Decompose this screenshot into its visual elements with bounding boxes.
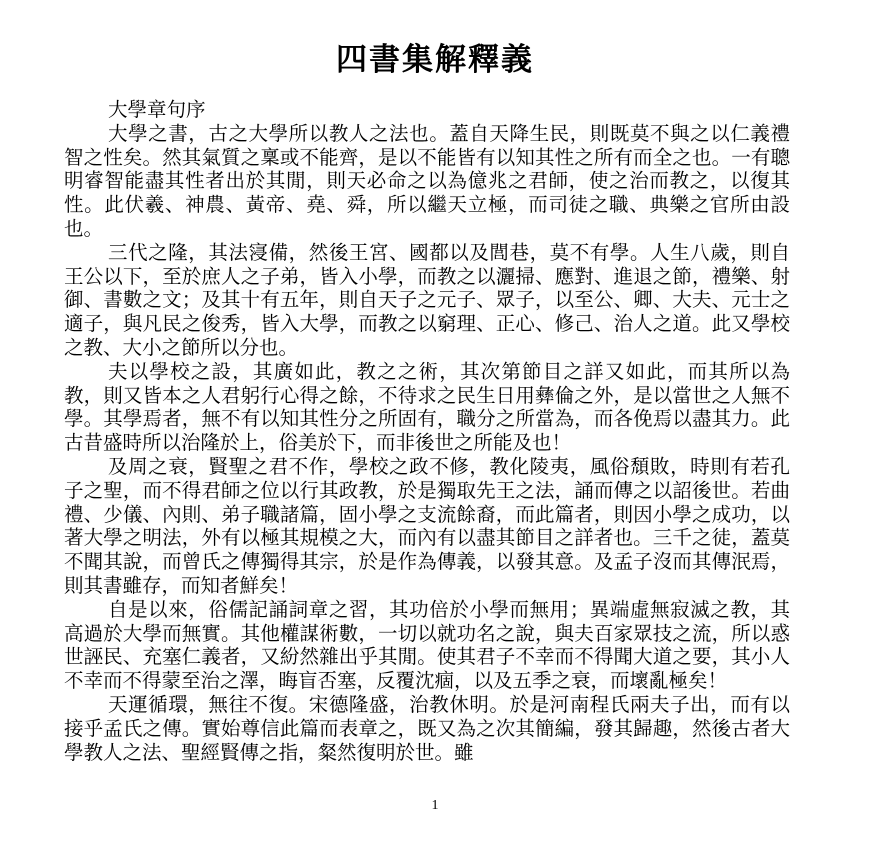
page-number: 1 <box>431 798 439 813</box>
paragraph-2: 三代之隆，其法寖備，然後王宮、國都以及閭巷，莫不有學。人生八歲，則自王公以下，至於庶人之子弟，皆入小學，而教之以灑掃、應對、進退之節，禮樂、射御、書數之文；及其十有五年，則自天子之元子、眾子，以至公、卿、大夫、元士之適子，與凡民之俊秀，皆入大學，而教之以窮理、正心、修己、治人之道。此又學校之教、大小之節所以分也。 <box>64 240 790 359</box>
section-heading: 大學章句序 <box>108 98 206 121</box>
document-title: 四書集解釋義 <box>336 42 534 78</box>
paragraph-4: 及周之衰，賢聖之君不作，學校之政不修，教化陵夷，風俗頹敗，時則有若孔子之聖，而不得君師之位以行其政教，於是獨取先王之法，誦而傳之以詔後世。若曲禮、少儀、內則、弟子職諸篇，固小學之支流餘裔，而此篇者，則因小學之成功，以著大學之明法，外有以極其規模之大，而內有以盡其節目之詳者也。三千之徒，蓋莫不聞其說，而曾氏之傳獨得其宗，於是作為傳義，以發其意。及孟子沒而其傳泯焉，則其書雖存，而知者鮮矣！ <box>64 454 790 597</box>
paragraph-3: 夫以學校之設，其廣如此，教之之術，其次第節目之詳又如此，而其所以為教，則又皆本之人君躬行心得之餘，不待求之民生日用彝倫之外，是以當世之人無不學。其學焉者，無不有以知其性分之所固有，職分之所當為，而各俛焉以盡其力。此古昔盛時所以治隆於上，俗美於下，而非後世之所能及也！ <box>64 359 790 455</box>
paragraph-6: 天運循環，無往不復。宋德隆盛，治教休明。於是河南程氏兩夫子出，而有以接乎孟氏之傳。實始尊信此篇而表章之，既又為之次其簡編，發其歸趣，然後古者大學教人之法、聖經賢傳之指，粲然復明於世。雖 <box>64 692 790 764</box>
document-body <box>64 98 790 764</box>
paragraph-5: 自是以來，俗儒記誦詞章之習，其功倍於小學而無用；異端虛無寂滅之教，其高過於大學而無實。其他權謀術數，一切以就功名之說，與夫百家眾技之流，所以惑世誣民、充塞仁義者，又紛然雜出乎其閒。使其君子不幸而不得聞大道之要，其小人不幸而不得蒙至治之澤，晦盲否塞，反覆沈痼，以及五季之衰，而壞亂極矣！ <box>64 597 790 693</box>
paragraph-1: 大學之書，古之大學所以教人之法也。蓋自天降生民，則既莫不與之以仁義禮智之性矣。然其氣質之稟或不能齊，是以不能皆有以知其性之所有而全之也。一有聰明睿智能盡其性者出於其閒，則天必命之以為億兆之君師，使之治而教之，以復其性。此伏羲、神農、黃帝、堯、舜，所以繼天立極，而司徒之職、典樂之官所由設也。 <box>64 121 790 240</box>
